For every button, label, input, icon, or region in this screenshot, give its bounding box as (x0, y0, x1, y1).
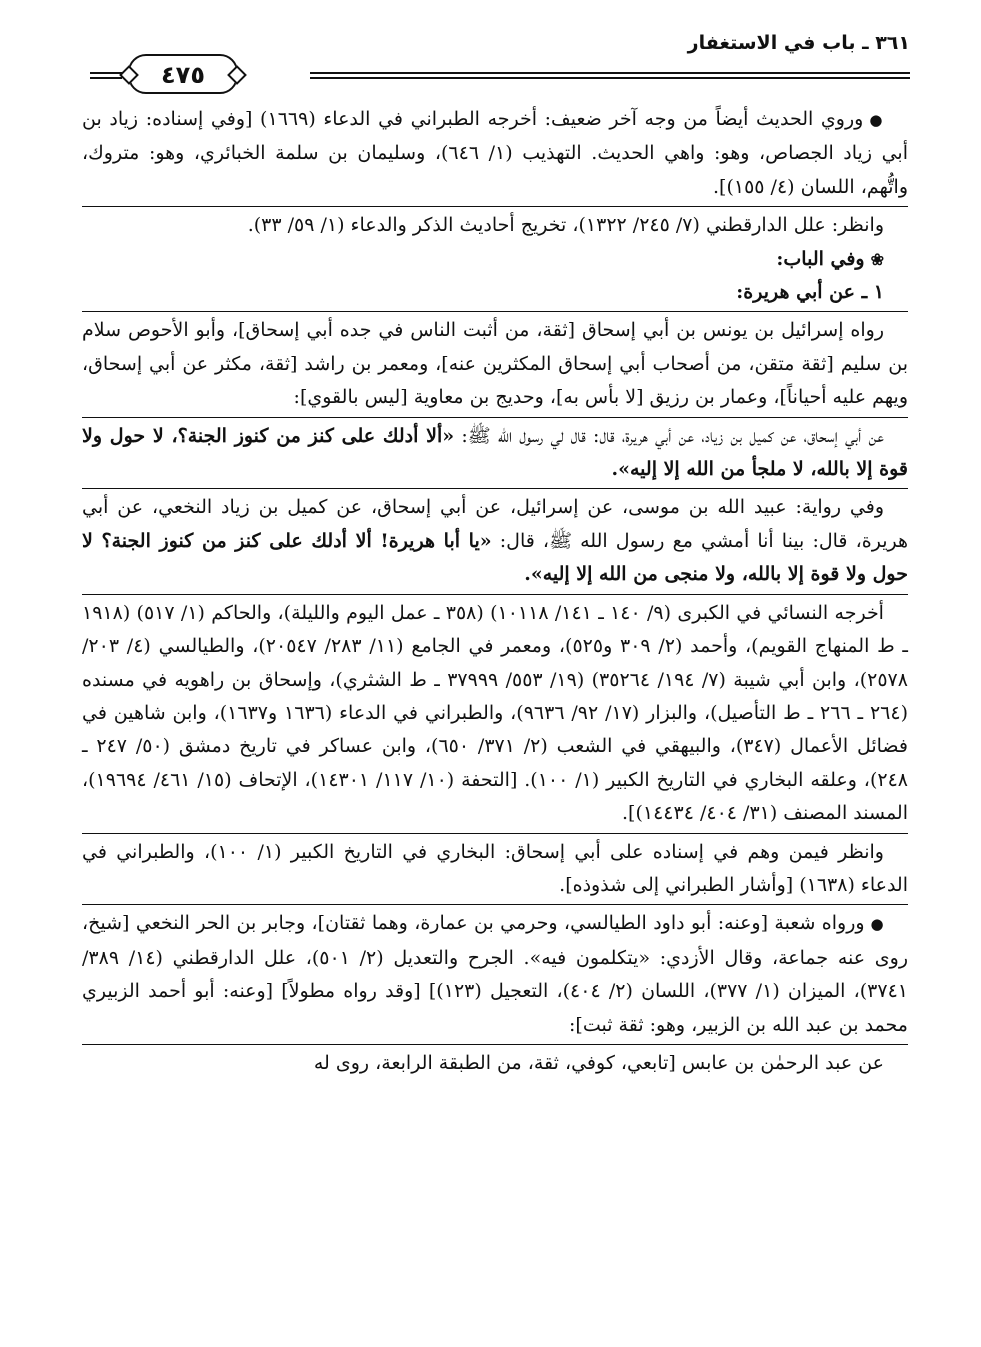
header-rule (310, 72, 910, 79)
paragraph-9: وانظر فيمن وهم في إسناده على أبي إسحاق: البخاري في التاريخ الكبير (١/ ١٠٠)، والطبراني في الدعاء (١٦٣٨) [وأشار الطبراني إلى شذوذه]. (82, 833, 908, 903)
paragraph-6 (82, 417, 908, 487)
hadith-text: «ألا أدلك على كنز من كنوز الجنة؟، لا حول ولا قوة إلا بالله، لا ملجأ من الله إلا إليه». (82, 424, 908, 481)
header-rule-left (90, 72, 122, 79)
paragraph-8: أخرجه النسائي في الكبرى (٩/ ١٤٠ ـ ١٤١/ ١٠١١٨) (٣٥٨ ـ عمل اليوم والليلة)، والحاكم (١/ ٥١٧) (١٩١٨ ـ ط المنهاج القويم)، وأحمد (٢/ ٣٠٩ و٥٢٥)، ومعمر في الجامع (١١/ ٢٨٣/ ٢٠٥٤٧)، والطيالسي (٤/ ٢٠٣/ ٢٥٧٨)، وابن أبي شيبة (٧/ ١٩٤/ ٣٥٢٦٤) (١٩/ ٥٥٣/ ٣٧٩٩٩ ـ ط الشثري)، وإسحاق بن راهويه في مسنده (٢٦٤ ـ ٢٦٦ ـ ط التأصيل)، والبزار (١٧/ ٩٢/ ٩٦٣٦)، والطبراني في الدعاء (١٦٣٦ و١٦٣٧)، وابن شاهين في فضائل الأعمال (٣٤٧)، والبيهقي في الشعب (٢/ ٣٧١/ ٦٥٠)، وابن عساكر في تاريخ دمشق (٥٠/ ٢٤٧ ـ ٢٤٨)، وعلقه البخاري في التاريخ الكبير (١/ ١٠٠). [التحفة (١٠/ ١١٧/ ١٤٣٠١)، الإتحاف (١٥/ ٤٦١/ ١٩٦٩٤)، المسند المصنف (٣١/ ٤٠٤/ ١٤٤٣٤)]. (82, 594, 908, 831)
paragraph-2: وانظر: علل الدارقطني (٧/ ٢٤٥/ ١٣٢٢)، تخريج أحاديث الذكر والدعاء (١/ ٥٩/ ٣٣). (82, 206, 908, 242)
paragraph-1-text: وروي الحديث أيضاً من وجه آخر ضعيف: أخرجه الطبراني في الدعاء (١٦٦٩) [وفي إسناده: زياد بن أبي زياد الجصاص، وهو: واهي الحديث. التهذيب (١/ ٦٤٦)، وسليمان بن سلمة الخبائري، وهو: متروك، واتُّهم، اللسان (٤/ ١٥٥)]. (82, 108, 908, 198)
subsection-heading: ١ ـ عن أبي هريرة: (736, 281, 884, 304)
paragraph-6-text: عن أبي إسحاق، عن كميل بن زياد، عن أبي هريرة، قال: قال لي رسول الله ﷺ: (461, 424, 884, 447)
section-heading-text: وفي الباب: (776, 247, 865, 270)
paragraph-7 (82, 488, 908, 591)
paragraph-1 (82, 103, 908, 204)
hadith-text-2: «يا أبا هريرة! ألا أدلك على كنز من كنوز الجنة؟ لا حول ولا قوة إلا بالله، ولا منجى من الله إلا إليه». (82, 529, 908, 586)
bullet-icon: ● (870, 915, 884, 934)
paragraph-11: عن عبد الرحمٰن بن عابس [تابعي، كوفي، ثقة، من الطبقة الرابعة، روى له (82, 1044, 908, 1080)
paragraph-10 (82, 904, 908, 1042)
flower-icon: ❀ (870, 249, 884, 269)
page-body (82, 103, 908, 1080)
paragraph-10-text: ورواه شعبة [وعنه: أبو داود الطيالسي، وحرمي بن عمارة، وهما ثقتان]، وجابر بن الحر النخعي [شيخ، روى عنه جماعة، وقال الأزدي: «يتكلمون فيه». الجرح والتعديل (٢/ ٥٠١)، علل الدارقطني (١٤/ ٣٨٩/ ٣٧٤١)، الميزان (١/ ٣٧٧)، اللسان (٢/ ٤٠٤)، التعجيل (١٢٣)] [وقد رواه مطولاً] [وعنه: أبو أحمد الزبيري محمد بن عبد الله بن الزبير، وهو: ثقة ثبت]: (82, 912, 908, 1036)
section-heading (82, 243, 908, 276)
bullet-icon: ● (869, 111, 884, 129)
paragraph-7-text: وفي رواية: عبيد الله بن موسى، عن إسرائيل، عن أبي إسحاق، عن كميل بن زياد النخعي، عن أبي هريرة، قال: بينا أنا أمشي مع رسول الله ﷺ، قال: (82, 496, 908, 552)
chapter-title: ٣٦١ ـ باب في الاستغفار (687, 32, 910, 54)
paragraph-5: رواه إسرائيل بن يونس بن أبي إسحاق [ثقة، من أثبت الناس في جده أبي إسحاق]، وأبو الأحوص سلام بن سليم [ثقة متقن، من أصحاب أبي إسحاق المكثرين عنه]، ومعمر بن راشد [ثقة، مكثر عن أبي إسحاق، ويهم عليه أحياناً]، وعمار بن رزيق [لا بأس به]، وحديج بن معاوية [ليس بالقوي]: (82, 311, 908, 414)
page-header (90, 28, 910, 98)
page-number: ٤٧٥ (128, 54, 238, 94)
